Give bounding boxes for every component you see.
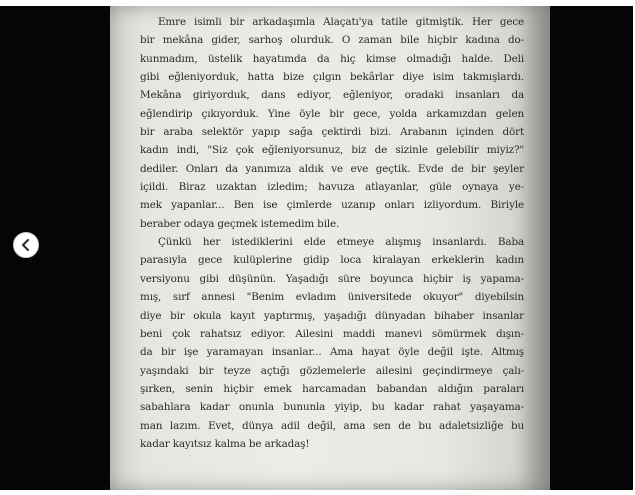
previous-image-button[interactable]	[13, 232, 39, 258]
text-line: beraber odaya geçmek istemedim bile.	[140, 217, 340, 230]
text-line: dediler. Onları da yanımıza aldık ve eve geçtik. Evde de bir şeyler	[140, 162, 524, 175]
text-line: versiyonu gibi düşünün. Yaşadığı süre boyunca hiçbir iş yapama-	[140, 272, 524, 285]
text-line: kadın indi, "Siz çok eğleniyorsunuz, biz de sizinle gelebilir miyiz?"	[140, 144, 524, 157]
text-line: beni çok rahatsız ediyor. Ailesini maddi manevi sömürmek dışın-	[140, 327, 524, 340]
text-line: mış, sırf annesi "Benim evladım üniversitede okuyor" diyebilsin	[140, 291, 524, 304]
chevron-left-icon	[14, 233, 38, 257]
text-line: gibi eğleniyorduk, hatta bize çılgın bekârlar diye isim takmışlardı.	[140, 71, 524, 84]
text-line: mek yapanlar... Ben ise çimlerde uzanıp onları izliyordum. Biriyle	[140, 199, 524, 212]
book-text	[140, 13, 524, 453]
text-line: man lazım. Evet, dünya adil değil, ama sen de bu adaletsizliğe bu	[140, 419, 524, 432]
text-line: bir mekâna gider, sarhoş olurduk. O zaman bile hiçbir kadına do-	[140, 34, 524, 47]
text-line: eğlendirip çıkıyorduk. Yine öyle bir gece, yolda arkamızdan gelen	[140, 107, 524, 120]
text-line: da bir işe yaramayan insanlar... Ama hayat öyle değil işte. Altmış	[140, 346, 524, 359]
text-line: parasıyla gece kulüplerine gidip loca kiralayan erkeklerin kadın	[140, 254, 524, 267]
text-line: bir araba selektör yapıp sağa çektirdi bizi. Arabanın içinden dört	[140, 126, 524, 139]
book-photo	[0, 6, 633, 490]
text-line: şırken, senin hiçbir emek harcamadan babandan aldığın paraları	[140, 382, 524, 395]
text-line: kunmadım, üstelik hayatımda da hiç kimse olmadığı halde. Deli	[140, 52, 524, 65]
book-page	[110, 6, 550, 490]
text-line: Mekâna giriyorduk, dans ediyor, eğleniyor, oradaki insanları da	[140, 89, 524, 102]
text-line: içildi. Biraz uzaktan izledim; havuza atlayanlar, güle oynaya ye-	[140, 181, 524, 194]
text-line: yaşındaki bir teyze açtığı gözlemelerle ailesini geçindirmeye çalı-	[140, 364, 524, 377]
text-line: Çünkü her istediklerini elde etmeye alışmış insanlardı. Baba	[158, 236, 524, 249]
text-line: Emre isimli bir arkadaşımla Alaçatı'ya tatile gitmiştik. Her gece	[158, 16, 524, 28]
text-line: diye bir okula kayıt yaptırmış, yaşadığı dünyadan bihaber insanlar	[140, 309, 524, 322]
text-line: kadar kayıtsız kalma be arkadaş!	[140, 437, 310, 450]
text-line: sabahlara kadar onunla bununla yiyip, bu kadar rahat yaşayama-	[140, 401, 524, 414]
